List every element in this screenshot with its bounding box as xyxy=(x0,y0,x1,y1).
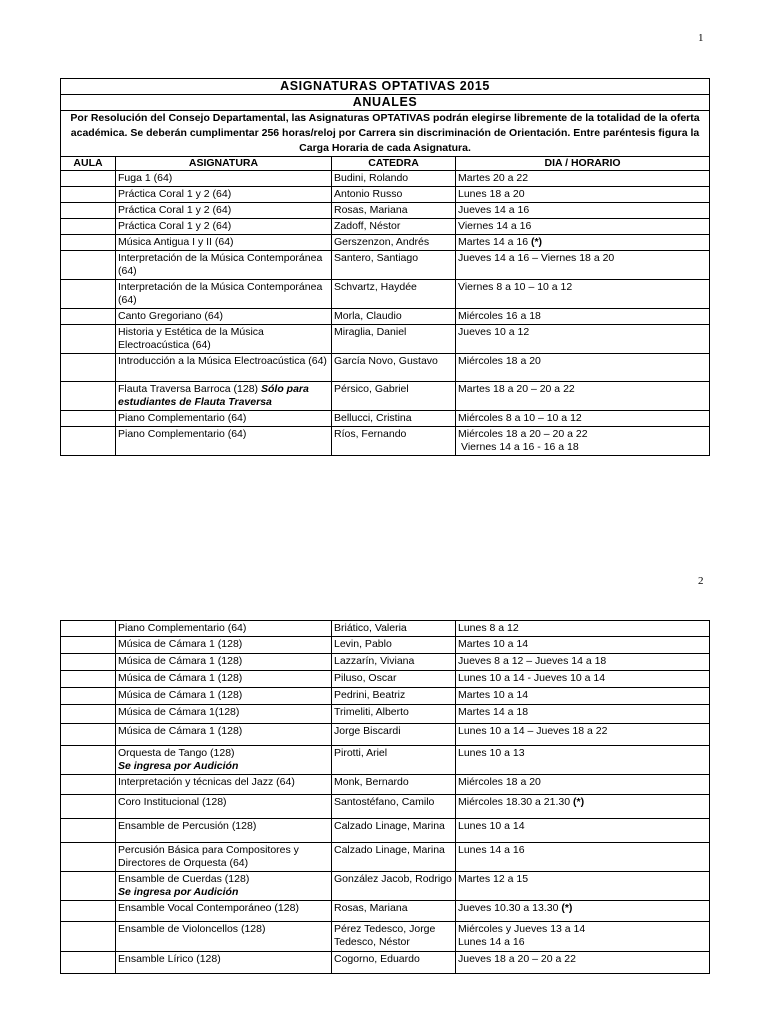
horario-cell xyxy=(456,724,710,746)
horario-text: Lunes 18 a 20 xyxy=(458,188,525,200)
table-row xyxy=(61,671,710,688)
aula-cell xyxy=(61,219,116,235)
catedra-cell: Ríos, Fernando xyxy=(332,427,456,456)
horario-cell xyxy=(456,746,710,775)
aula-cell xyxy=(61,280,116,309)
asignatura-cell xyxy=(116,843,332,872)
aula-cell xyxy=(61,382,116,411)
asignatura-name: Música de Cámara 1 (128) xyxy=(118,725,243,737)
header-horario: DIA / HORARIO xyxy=(456,157,710,171)
horario-text: Lunes 10 a 14 - Jueves 10 a 14 xyxy=(458,672,606,684)
asignatura-cell xyxy=(116,705,332,724)
horario-cell xyxy=(456,775,710,795)
aula-cell xyxy=(61,171,116,187)
catedra-cell: Cogorno, Eduardo xyxy=(332,952,456,974)
asignatura-name: Historia y Estética de la Música Electroacústica (64) xyxy=(118,326,264,351)
aula-cell xyxy=(61,354,116,382)
horario-text: Jueves 14 a 16 – Viernes 18 a 20 xyxy=(458,252,615,264)
catedra-cell: Trimeliti, Alberto xyxy=(332,705,456,724)
horario-cell xyxy=(456,843,710,872)
asignatura-cell xyxy=(116,251,332,280)
catedra-cell: Calzado Linage, Marina xyxy=(332,843,456,872)
horario-cell xyxy=(456,325,710,354)
aula-cell xyxy=(61,901,116,922)
asignatura-name: Fuga 1 (64) xyxy=(118,172,173,184)
horario-text: Martes 14 a 18 xyxy=(458,706,529,718)
asignatura-name: Música de Cámara 1 (128) xyxy=(118,655,243,667)
asignatura-cell xyxy=(116,872,332,901)
horario-cell xyxy=(456,901,710,922)
horario-cell xyxy=(456,705,710,724)
aula-cell xyxy=(61,795,116,819)
asignatura-name: Piano Complementario (64) xyxy=(118,412,247,424)
table-row xyxy=(61,705,710,724)
asignatura-name: Ensamble de Percusión (128) xyxy=(118,820,257,832)
document-title: ASIGNATURAS OPTATIVAS 2015 xyxy=(61,79,710,95)
asignatura-cell xyxy=(116,724,332,746)
asignatura-cell xyxy=(116,901,332,922)
table-row xyxy=(61,795,710,819)
aula-cell xyxy=(61,724,116,746)
catedra-cell: García Novo, Gustavo xyxy=(332,354,456,382)
aula-cell xyxy=(61,187,116,203)
horario-cell xyxy=(456,872,710,901)
header-aula: AULA xyxy=(61,157,116,171)
table-row xyxy=(61,637,710,654)
asignatura-cell xyxy=(116,621,332,637)
asignatura-name: Música de Cámara 1 (128) xyxy=(118,689,243,701)
aula-cell xyxy=(61,427,116,456)
asignatura-name: Ensamble de Violoncellos (128) xyxy=(118,923,266,935)
asignatura-name: Interpretación y técnicas del Jazz (64) xyxy=(118,776,295,788)
aula-cell xyxy=(61,637,116,654)
horario-cell xyxy=(456,621,710,637)
horario-text: Jueves 18 a 20 – 20 a 22 xyxy=(458,953,576,965)
asignatura-name: Interpretación de la Música Contemporánea (64) xyxy=(118,252,323,277)
horario-cell xyxy=(456,671,710,688)
asignatura-cell xyxy=(116,671,332,688)
table-row xyxy=(61,746,710,775)
asignatura-name: Interpretación de la Música Contemporánea (64) xyxy=(118,281,323,306)
asignatura-cell xyxy=(116,411,332,427)
catedra-cell: González Jacob, Rodrigo xyxy=(332,872,456,901)
catedra-cell: Lazzarín, Viviana xyxy=(332,654,456,671)
horario-text: Martes 14 a 16 xyxy=(458,236,531,248)
catedra-cell: Morla, Claudio xyxy=(332,309,456,325)
asignatura-cell xyxy=(116,219,332,235)
horario-text: Martes 18 a 20 – 20 a 22 xyxy=(458,383,575,395)
asignatura-cell xyxy=(116,795,332,819)
aula-cell xyxy=(61,688,116,705)
aula-cell xyxy=(61,621,116,637)
asignatura-name: Ensamble de Cuerdas (128) xyxy=(118,873,250,885)
asignatura-cell xyxy=(116,688,332,705)
asignatura-name: Introducción a la Música Electroacústica (64) xyxy=(118,355,327,367)
horario-cell xyxy=(456,219,710,235)
asignatura-cell xyxy=(116,427,332,456)
header-catedra: CATEDRA xyxy=(332,157,456,171)
aula-cell xyxy=(61,819,116,843)
catedra-cell: Santostéfano, Camilo xyxy=(332,795,456,819)
asignatura-cell xyxy=(116,382,332,411)
aula-cell xyxy=(61,775,116,795)
catedra-cell: Pérsico, Gabriel xyxy=(332,382,456,411)
table-row xyxy=(61,203,710,219)
asignatura-name: Percusión Básica para Compositores y Directores de Orquesta (64) xyxy=(118,844,299,869)
horario-cell xyxy=(456,235,710,251)
courses-table-continued xyxy=(60,620,710,974)
catedra-cell: Briático, Valeria xyxy=(332,621,456,637)
horario-text: Miércoles 8 a 10 – 10 a 12 xyxy=(458,412,582,424)
catedra-cell: Bellucci, Cristina xyxy=(332,411,456,427)
catedra-cell: Antonio Russo xyxy=(332,187,456,203)
aula-cell xyxy=(61,309,116,325)
table-row xyxy=(61,952,710,974)
horario-cell xyxy=(456,411,710,427)
courses-table-annual xyxy=(60,78,710,456)
asignatura-cell xyxy=(116,309,332,325)
horario-cell xyxy=(456,819,710,843)
asignatura-name: Práctica Coral 1 y 2 (64) xyxy=(118,220,232,232)
catedra-cell: Zadoff, Néstor xyxy=(332,219,456,235)
aula-cell xyxy=(61,843,116,872)
table-row xyxy=(61,171,710,187)
horario-text: Martes 10 a 14 xyxy=(458,689,529,701)
asignatura-cell xyxy=(116,325,332,354)
table-row xyxy=(61,251,710,280)
horario-text: Martes 12 a 15 xyxy=(458,873,529,885)
horario-text: Miércoles 18 a 20 xyxy=(458,355,541,367)
asignatura-cell xyxy=(116,171,332,187)
horario-cell xyxy=(456,354,710,382)
horario-text: Lunes 10 a 14 – Jueves 18 a 22 xyxy=(458,725,608,737)
horario-text: Martes 10 a 14 xyxy=(458,638,529,650)
aula-cell xyxy=(61,411,116,427)
asignatura-cell xyxy=(116,235,332,251)
horario-text: Miércoles 18 a 20 xyxy=(458,776,541,788)
catedra-cell: Pirotti, Ariel xyxy=(332,746,456,775)
asignatura-name: Ensamble Lírico (128) xyxy=(118,953,221,965)
asignatura-cell xyxy=(116,203,332,219)
horario-cell xyxy=(456,382,710,411)
table-row xyxy=(61,235,710,251)
table-row xyxy=(61,901,710,922)
asignatura-cell xyxy=(116,187,332,203)
table-row xyxy=(61,724,710,746)
catedra-cell: Jorge Biscardi xyxy=(332,724,456,746)
horario-text-second-line: Lunes 14 a 16 xyxy=(458,936,525,948)
horario-cell xyxy=(456,654,710,671)
catedra-cell: Rosas, Mariana xyxy=(332,203,456,219)
catedra-cell: Pedrini, Beatriz xyxy=(332,688,456,705)
asignatura-cell xyxy=(116,819,332,843)
horario-text: Lunes 14 a 16 xyxy=(458,844,525,856)
horario-cell xyxy=(456,187,710,203)
horario-cell xyxy=(456,427,710,456)
catedra-cell: Miraglia, Daniel xyxy=(332,325,456,354)
asignatura-cell xyxy=(116,922,332,952)
asignatura-name: Música de Cámara 1 (128) xyxy=(118,638,243,650)
table-row xyxy=(61,411,710,427)
horario-cell xyxy=(456,280,710,309)
header-asignatura: ASIGNATURA xyxy=(116,157,332,171)
horario-text: Jueves 10 a 12 xyxy=(458,326,530,338)
horario-text: Jueves 8 a 12 – Jueves 14 a 18 xyxy=(458,655,607,667)
asignatura-note: Sólo para estudiantes de Flauta Traversa xyxy=(118,383,309,408)
table-row xyxy=(61,280,710,309)
catedra-cell: Levin, Pablo xyxy=(332,637,456,654)
table-row xyxy=(61,309,710,325)
horario-cell xyxy=(456,251,710,280)
catedra-cell: Piluso, Oscar xyxy=(332,671,456,688)
asignatura-name: Orquesta de Tango (128) xyxy=(118,747,235,759)
horario-cell xyxy=(456,688,710,705)
asignatura-name: Música de Cámara 1(128) xyxy=(118,706,240,718)
horario-text: Miércoles 18 a 20 – 20 a 22 xyxy=(458,428,588,440)
horario-text: Jueves 14 a 16 xyxy=(458,204,530,216)
horario-cell xyxy=(456,795,710,819)
page-number: 2 xyxy=(698,575,704,587)
horario-cell xyxy=(456,309,710,325)
intro-paragraph: Por Resolución del Consejo Departamental, las Asignaturas OPTATIVAS podrán elegirse libremente de la totalidad de la oferta académica. Se deberán cumplimentar 256 horas/reloj por Carrera sin discriminación de Orientación. Entre paréntesis figura la Carga Horaria de cada Asignatura. xyxy=(61,111,710,157)
aula-cell xyxy=(61,325,116,354)
catedra-cell: Gerszenzon, Andrés xyxy=(332,235,456,251)
table-row xyxy=(61,843,710,872)
horario-text: Miércoles y Jueves 13 a 14 xyxy=(458,923,586,935)
table-row xyxy=(61,621,710,637)
horario-text: Lunes 8 a 12 xyxy=(458,622,519,634)
asignatura-note: Se ingresa por Audición xyxy=(118,760,239,772)
horario-mark: (*) xyxy=(561,902,573,914)
horario-cell xyxy=(456,952,710,974)
table-row xyxy=(61,819,710,843)
asignatura-name: Flauta Traversa Barroca (128) xyxy=(118,383,261,395)
horario-mark: (*) xyxy=(573,796,585,808)
asignatura-note: Se ingresa por Audición xyxy=(118,886,239,898)
horario-cell xyxy=(456,203,710,219)
asignatura-cell xyxy=(116,952,332,974)
catedra-cell: Budini, Rolando xyxy=(332,171,456,187)
catedra-cell: Monk, Bernardo xyxy=(332,775,456,795)
table-row xyxy=(61,219,710,235)
table-row xyxy=(61,427,710,456)
aula-cell xyxy=(61,872,116,901)
horario-cell xyxy=(456,171,710,187)
table-row xyxy=(61,354,710,382)
table-row xyxy=(61,187,710,203)
aula-cell xyxy=(61,922,116,952)
catedra-cell: Schvartz, Haydée xyxy=(332,280,456,309)
section-title: ANUALES xyxy=(61,95,710,111)
table-row xyxy=(61,325,710,354)
aula-cell xyxy=(61,203,116,219)
table-row xyxy=(61,382,710,411)
asignatura-name: Canto Gregoriano (64) xyxy=(118,310,224,322)
asignatura-name: Ensamble Vocal Contemporáneo (128) xyxy=(118,902,299,914)
table-row xyxy=(61,775,710,795)
asignatura-name: Práctica Coral 1 y 2 (64) xyxy=(118,188,232,200)
aula-cell xyxy=(61,654,116,671)
catedra-cell: Santero, Santiago xyxy=(332,251,456,280)
horario-text: Lunes 10 a 14 xyxy=(458,820,525,832)
horario-text: Miércoles 18.30 a 21.30 xyxy=(458,796,573,808)
asignatura-name: Piano Complementario (64) xyxy=(118,428,247,440)
horario-mark: (*) xyxy=(530,236,543,248)
asignatura-cell xyxy=(116,280,332,309)
horario-text: Viernes 14 a 16 xyxy=(458,220,532,232)
page-number: 1 xyxy=(698,32,704,44)
aula-cell xyxy=(61,671,116,688)
table-row xyxy=(61,872,710,901)
aula-cell xyxy=(61,235,116,251)
table-row xyxy=(61,654,710,671)
horario-text: Viernes 8 a 10 – 10 a 12 xyxy=(458,281,573,293)
asignatura-cell xyxy=(116,775,332,795)
asignatura-cell xyxy=(116,354,332,382)
catedra-cell: Calzado Linage, Marina xyxy=(332,819,456,843)
aula-cell xyxy=(61,251,116,280)
asignatura-name: Música de Cámara 1 (128) xyxy=(118,672,243,684)
asignatura-name: Coro Institucional (128) xyxy=(118,796,227,808)
horario-text-second-line: Viernes 14 a 16 - 16 a 18 xyxy=(461,441,579,453)
catedra-cell: Pérez Tedesco, Jorge Tedesco, Néstor xyxy=(332,922,456,952)
asignatura-name: Piano Complementario (64) xyxy=(118,622,247,634)
aula-cell xyxy=(61,705,116,724)
aula-cell xyxy=(61,952,116,974)
horario-text: Martes 20 a 22 xyxy=(458,172,529,184)
catedra-cell: Rosas, Mariana xyxy=(332,901,456,922)
asignatura-cell xyxy=(116,746,332,775)
table-row xyxy=(61,688,710,705)
horario-text: Miércoles 16 a 18 xyxy=(458,310,541,322)
aula-cell xyxy=(61,746,116,775)
asignatura-cell xyxy=(116,654,332,671)
horario-cell xyxy=(456,637,710,654)
horario-text: Jueves 10.30 a 13.30 xyxy=(458,902,562,914)
horario-text: Lunes 10 a 13 xyxy=(458,747,525,759)
asignatura-name: Práctica Coral 1 y 2 (64) xyxy=(118,204,232,216)
horario-cell xyxy=(456,922,710,952)
asignatura-name: Música Antigua I y II (64) xyxy=(118,236,234,248)
asignatura-cell xyxy=(116,637,332,654)
table-row xyxy=(61,922,710,952)
